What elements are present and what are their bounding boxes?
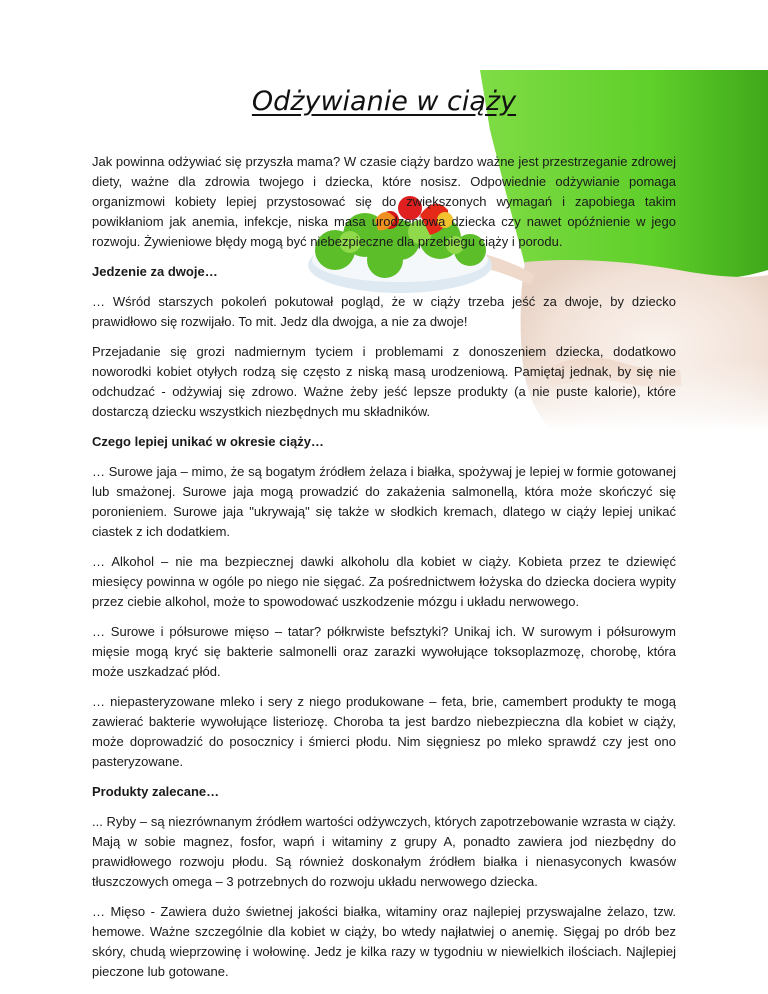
body-paragraph: … niepasteryzowane mleko i sery z niego produkowane – feta, brie, camembert produkty te mogą zawierać bakterie wywołujące listeriozę. Choroba ta jest bardzo niebezpieczna dla kobiet w ciąży, może doprowadzić do posocznicy i śmierci płodu. Nim sięgniesz po mleko sprawdź czy jest ono pasteryzowane. <box>92 694 676 769</box>
body-paragraph: Przejadanie się grozi nadmiernym tyciem i problemami z donoszeniem dziecka, dodatkowo noworodki kobiet otyłych rodzą się często z niską masą urodzeniową. Pamiętaj jednak, by się nie odchudzać - odżywiaj się zdrowo. Ważne żeby jeść lepsze produkty (a nie puste kalorie), które dostarczą dziecku wszystkich niezbędnych mu składników. <box>92 344 676 419</box>
body-paragraph: … Alkohol – nie ma bezpiecznej dawki alkoholu dla kobiet w ciąży. Kobieta przez te dziewięć miesięcy powinna w ogóle po niego nie sięgać. Za pośrednictwem łożyska do dziecka dociera wypity przez ciebie alkohol, może to spowodować uszkodzenie mózgu i układu nerwowego. <box>92 554 676 609</box>
document-body <box>92 152 676 992</box>
page-title: Odżywianie w ciąży <box>251 86 517 117</box>
body-paragraph: ... Ryby – są niezrównanym źródłem wartości odżywczych, których zapotrzebowanie wzrasta w ciąży. Mają w sobie magnez, fosfor, wapń i witaminy z grupy A, ponadto zawiera jod niezbędny do prawidłowego rozwoju płodu. Są również doskonałym źródłem białka i nienasyconych kwasów tłuszczowych omega – 3 potrzebnych do rozwoju układu nerwowego dziecka. <box>92 814 676 889</box>
body-paragraph: … Mięso - Zawiera dużo świetnej jakości białka, witaminy oraz najlepiej przyswajalne żelazo, tzw. hemowe. Ważne szczególnie dla kobiet w ciąży, bo wtedy najłatwiej o anemię. Sięgaj po drób bez skóry, chudą wieprzowinę i wołowinę. Jedz je kilka razy w tygodniu w niewielkich ilościach. Najlepiej pieczone lub gotowane. <box>92 904 676 979</box>
section-heading: Produkty zalecane… <box>92 784 220 799</box>
body-paragraph: Jak powinna odżywiać się przyszła mama? W czasie ciąży bardzo ważne jest przestrzeganie zdrowej diety, ważne dla zdrowia twojego i dziecka, które nosisz. Odpowiednie odżywianie pomaga organizmowi kobiety lepiej przystosować się do zwiększonych wymagań i zapobiega takim powikłaniom jak anemia, infekcje, niska masa urodzeniowa dziecka czy nawet opóźnienie w jego rozwoju. Żywieniowe błędy mogą być niebezpieczne dla przebiegu ciąży i porodu. <box>92 154 676 249</box>
section-heading: Czego lepiej unikać w okresie ciąży… <box>92 434 324 449</box>
body-paragraph: … Surowe jaja – mimo, że są bogatym źródłem żelaza i białka, spożywaj je lepiej w formie gotowanej lub smażonej. Surowe jaja mogą prowadzić do zakażenia salmonellą, która może skończyć się poronieniem. Surowe jaja "ukrywają" się także w słodkich kremach, dlatego w ciąży lepiej unikać ciastek z ich dodatkiem. <box>92 464 676 539</box>
section-heading: Jedzenie za dwoje… <box>92 264 218 279</box>
body-paragraph: … Wśród starszych pokoleń pokutował pogląd, że w ciąży trzeba jeść za dwoje, by dziecko prawidłowo się rozwijało. To mit. Jedz dla dwojga, a nie za dwoje! <box>92 294 676 329</box>
body-paragraph: … Surowe i półsurowe mięso – tatar? półkrwiste befsztyki? Unikaj ich. W surowym i półsurowym mięsie mogą kryć się bakterie salmonelli oraz zarazki wywołujące toksoplazmozę, chorobę, która może uszkadzać płód. <box>92 624 676 679</box>
